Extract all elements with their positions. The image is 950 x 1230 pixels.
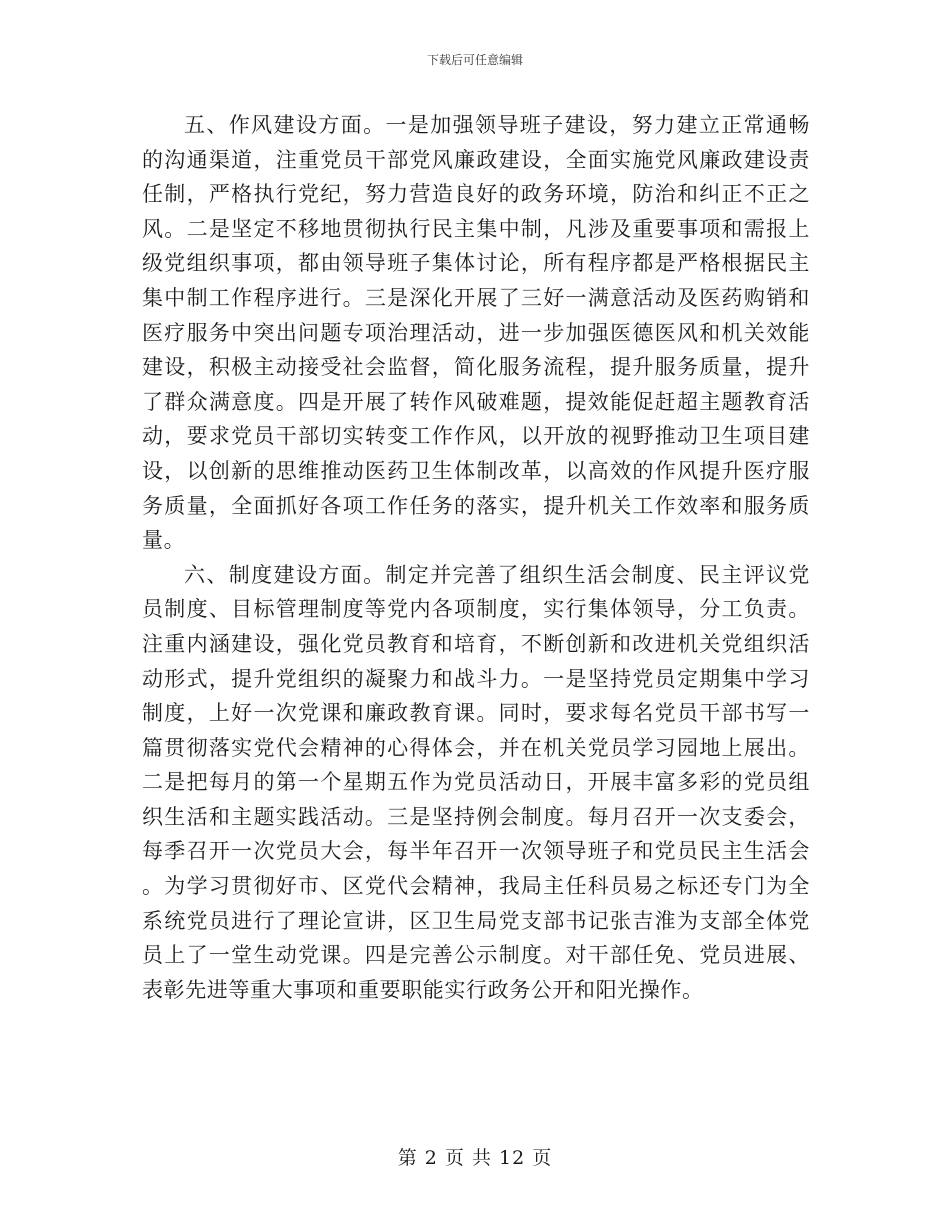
page-header-note: 下载后可任意编辑: [426, 53, 523, 67]
document-body: [142, 108, 810, 1007]
paragraph-system-building: 六、制度建设方面。制定并完善了组织生活会制度、民主评议党员制度、目标管理制度等党内各项制度，实行集体领导，分工负责。注重内涵建设，强化党员教育和培育，不断创新和改进机关党组织活动形式，提升党组织的凝聚力和战斗力。一是坚持党员定期集中学习制度，上好一次党课和廉政教育课。同时，要求每名党员干部书写一篇贯彻落实党代会精神的心得体会，并在机关党员学习园地上展出。二是把每月的第一个星期五作为党员活动日，开展丰富多彩的党员组织生活和主题实践活动。三是坚持例会制度。每月召开一次支委会，每季召开一次党员大会，每半年召开一次领导班子和党员民主生活会。为学习贯彻好市、区党代会精神，我局主任科员易之标还专门为全系统党员进行了理论宣讲，区卫生局党支部书记张吉淮为支部全体党员上了一堂生动党课。四是完善公示制度。对干部任免、党员进展、表彰先进等重大事项和重要职能实行政务公开和阳光操作。: [142, 562, 810, 1002]
paragraph-style-building: 五、作风建设方面。一是加强领导班子建设，努力建立正常通畅的沟通渠道，注重党员干部党风廉政建设，全面实施党风廉政建设责任制，严格执行党纪，努力营造良好的政务环境，防治和纠正不正之风。二是坚定不移地贯彻执行民主集中制，凡涉及重要事项和需报上级党组织事项，都由领导班子集体讨论，所有程序都是严格根据民主集中制工作程序进行。三是深化开展了三好一满意活动及医药购销和医疗服务中突出问题专项治理活动，进一步加强医德医风和机关效能建设，积极主动接受社会监督，简化服务流程，提升服务质量，提升了群众满意度。四是开展了转作风破难题，提效能促赶超主题教育活动，要求党员干部切实转变工作作风，以开放的视野推动卫生项目建设，以创新的思维推动医药卫生体制改革，以高效的作风提升医疗服务质量，全面抓好各项工作任务的落实，提升机关工作效率和服务质量。: [142, 113, 810, 553]
page-number-footer: 第 2 页 共 12 页: [397, 1147, 553, 1169]
